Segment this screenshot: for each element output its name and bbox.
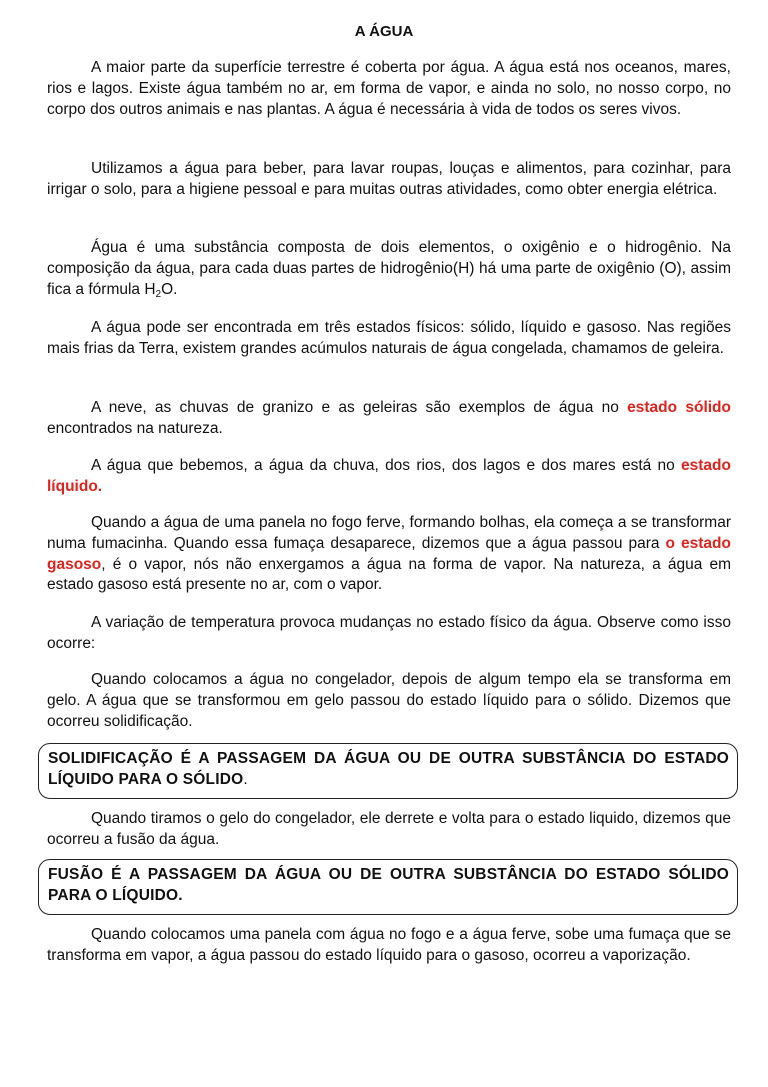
paragraph-6 [47, 456, 731, 498]
formula-subscript: 2 [155, 288, 162, 300]
definition-box-solidificacao [38, 743, 738, 799]
definition-box-fusao [38, 859, 738, 915]
highlight-estado-liquido: estado líquido. [47, 457, 731, 495]
paragraph-3-end: O. [161, 280, 178, 298]
paragraph-9: Quando colocamos a água no congelador, depois de algum tempo ela se transforma em gelo. A água que se transformou em gelo passou do estado líquido para o sólido. Dizemos que ocorreu solidificação. [47, 671, 731, 730]
paragraph-3 [47, 238, 731, 300]
paragraph-5-text: A neve, as chuvas de granizo e as geleiras são exemplos de água no [91, 399, 628, 416]
paragraph-5 [47, 398, 731, 440]
paragraph-7-text: Quando a água de uma panela no fogo ferve, formando bolhas, ela começa a se transformar numa fumacinha. Quando essa fumaça desaparece, dizemos que a água passou para [47, 514, 731, 552]
definition-solidificacao [48, 748, 729, 790]
paragraph-3-text: Água é uma substância composta de dois elementos, o oxigênio e o hidrogênio. Na composição da água, para cada duas partes de hidrogênio(H) há uma parte de oxigênio (O), assim fica a fórmula H [47, 239, 731, 298]
highlight-estado-solido: estado sólido [627, 399, 731, 416]
definition-fusao: FUSÃO É A PASSAGEM DA ÁGUA OU DE OUTRA SUBSTÂNCIA DO ESTADO SÓLIDO PARA O LÍQUIDO. [48, 866, 729, 904]
document-title: A ÁGUA [354, 23, 414, 40]
paragraph-11: Quando colocamos uma panela com água no fogo e a água ferve, sobe uma fumaça que se transforma em vapor, a água passou do estado líquido para o gasoso, ocorreu a vaporização. [47, 926, 731, 964]
paragraph-1: A maior parte da superfície terrestre é coberta por água. A água está nos oceanos, mares, rios e lagos. Existe água também no ar, em forma de vapor, e ainda no solo, no nosso corpo, no corpo dos outros animais e nas plantas. A água é necessária à vida de todos os seres vivos. [47, 59, 731, 118]
paragraph-4: A água pode ser encontrada em três estados físicos: sólido, líquido e gasoso. Nas regiões mais frias da Terra, existem grandes acúmulos naturais de água congelada, chamamos de geleira. [47, 319, 731, 357]
paragraph-2: Utilizamos a água para beber, para lavar roupas, louças e alimentos, para cozinhar, para irrigar o solo, para a higiene pessoal e para muitas outras atividades, como obter energia elétrica. [47, 160, 731, 198]
definition-solidificacao-text: SOLIDIFICAÇÃO É A PASSAGEM DA ÁGUA OU DE OUTRA SUBSTÂNCIA DO ESTADO LÍQUIDO PARA O SÓLIDO [48, 750, 729, 788]
highlight-estado-gasoso: o estado gasoso [47, 534, 731, 573]
paragraph-8: A variação de temperatura provoca mudanças no estado físico da água. Observe como isso ocorre: [47, 614, 731, 652]
paragraph-5-end: encontrados na natureza. [47, 419, 223, 437]
paragraph-7 [47, 513, 731, 596]
paragraph-6-text: A água que bebemos, a água da chuva, dos rios, dos lagos e dos mares está no [91, 457, 682, 474]
paragraph-7-end: , é o vapor, nós não enxergamos a água na forma de vapor. Na natureza, a água em estado gasoso está presente no ar, com o vapor. [47, 555, 731, 594]
paragraph-10: Quando tiramos o gelo do congelador, ele derrete e volta para o estado liquido, dizemos que ocorreu a fusão da água. [47, 810, 731, 848]
definition-solidificacao-period: . [243, 771, 248, 788]
